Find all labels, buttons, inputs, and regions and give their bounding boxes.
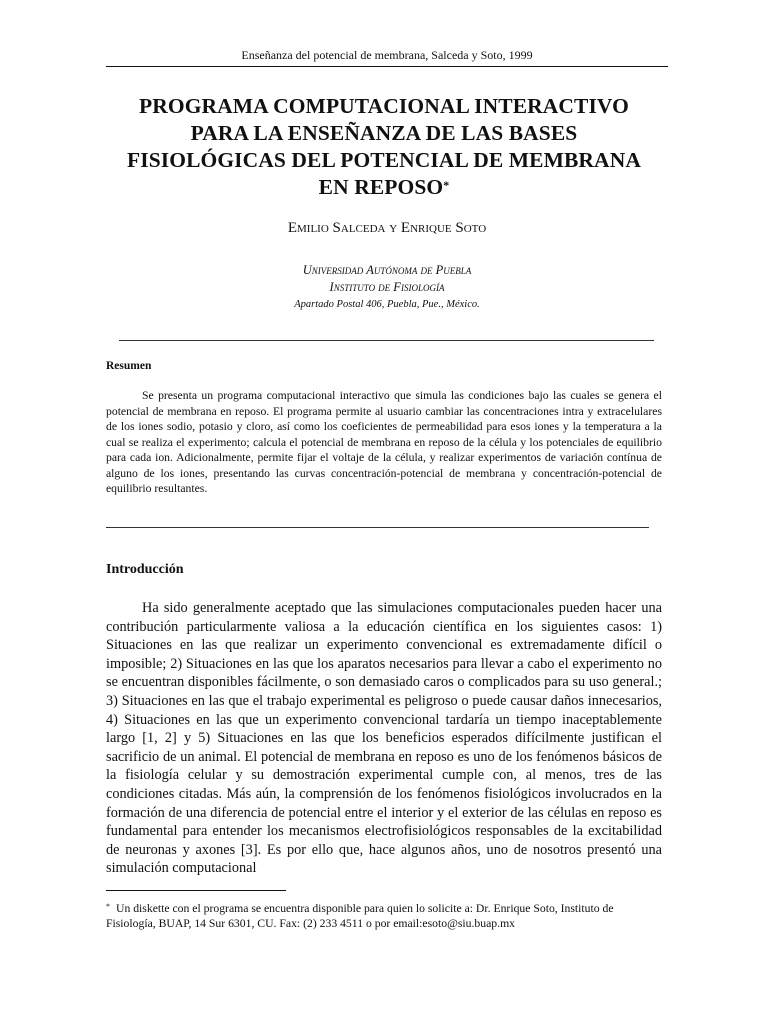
footnote-rule xyxy=(106,890,286,891)
title-line-1: PROGRAMA COMPUTACIONAL INTERACTIVO xyxy=(139,94,629,118)
footnote-marker: * xyxy=(106,902,110,911)
title-line-2: PARA LA ENSEÑANZA DE LAS BASES xyxy=(190,121,578,145)
title-line-4 xyxy=(90,174,678,201)
title-line-4-text: EN REPOSO xyxy=(318,175,444,199)
introduction-heading: Introducción xyxy=(106,562,184,577)
affiliation-address: Apartado Postal 406, Puebla, Pue., México. xyxy=(294,299,480,310)
header-rule xyxy=(106,66,668,67)
title-line-3: FISIOLÓGICAS DEL POTENCIAL DE MEMBRANA xyxy=(127,148,641,172)
running-header: Enseñanza del potencial de membrana, Salceda y Soto, 1999 xyxy=(241,48,533,62)
abstract-heading: Resumen xyxy=(106,360,152,372)
affiliation-institute: Instituto de Fisiología xyxy=(329,280,445,294)
affiliation xyxy=(106,262,668,296)
introduction-body: Ha sido generalmente aceptado que las simulaciones computacionales pueden hacer una contribución particularmente valiosa a la educación científica en los siguientes casos: 1) Situaciones en las que realizar un experimento convencional es extremadamente difícil o imposible; 2) Situaciones en las que los aparatos necesarios para llevar a cabo el experimento no se encuentran disponibles fácilmente, o son demasiado caros o complicados para su uso general.; 3) Situaciones en las que el trabajo experimental es peligroso o puede causar daños innecesarios, 4) Situaciones en las que un experimento convencional tardaría un tiempo inaceptablemente largo [1, 2] y 5) Situaciones en las que los beneficios esperados difícilmente justifican el sacrificio de un animal. El potencial de membrana en reposo es uno de los fenómenos básicos de la fisiología celular y su demostración experimental cumple con, al menos, tres de las condiciones citadas. Más aún, la comprensión de los fenómenos fisiológicos involucrados en la formación de una diferencia de potencial entre el interior y el exterior de las células en reposo es fundamental para entender los mecanismos electrofisiológicos responsables de la excitabilidad de neuronas y axones [3]. Es por ello que, hace algunos años, uno de nosotros presentó una simulación computacional xyxy=(106,600,662,877)
abstract-bottom-divider xyxy=(106,527,649,528)
title-footnote-marker: * xyxy=(443,178,450,192)
footnote-text: Un diskette con el programa se encuentra disponible para quien lo solicite a: Dr. Enrique Soto, Instituto de Fisiología, BUAP, 14 Sur 6301, CU. Fax: (2) 233 4511 o por email:esoto@siu.buap.mx xyxy=(106,902,614,930)
footnote xyxy=(106,901,662,931)
abstract-top-divider xyxy=(119,340,654,341)
abstract-body: Se presenta un programa computacional interactivo que simula las condiciones bajo las cuales se genera el potencial de membrana en reposo. El programa permite al usuario cambiar las concentraciones intra y extracelulares de los iones sodio, potasio y cloro, así como los coeficientes de permeabilidad para esos iones y la temperatura a la cual se realiza el experimento; calcula el potencial de membrana en reposo de la célula y los potenciales de equilibrio para cada ion. Adicionalmente, permite fijar el voltaje de la célula, y realizar experimentos de variación contínua de alguno de los iones, presentando las curvas concentración-potencial de membrana y concentración-potencial de equilibrio resultantes. xyxy=(106,389,662,495)
paper-title xyxy=(90,93,678,201)
affiliation-university: Universidad Autónoma de Puebla xyxy=(302,263,472,277)
authors: Emilio Salceda y Enrique Soto xyxy=(287,220,487,236)
